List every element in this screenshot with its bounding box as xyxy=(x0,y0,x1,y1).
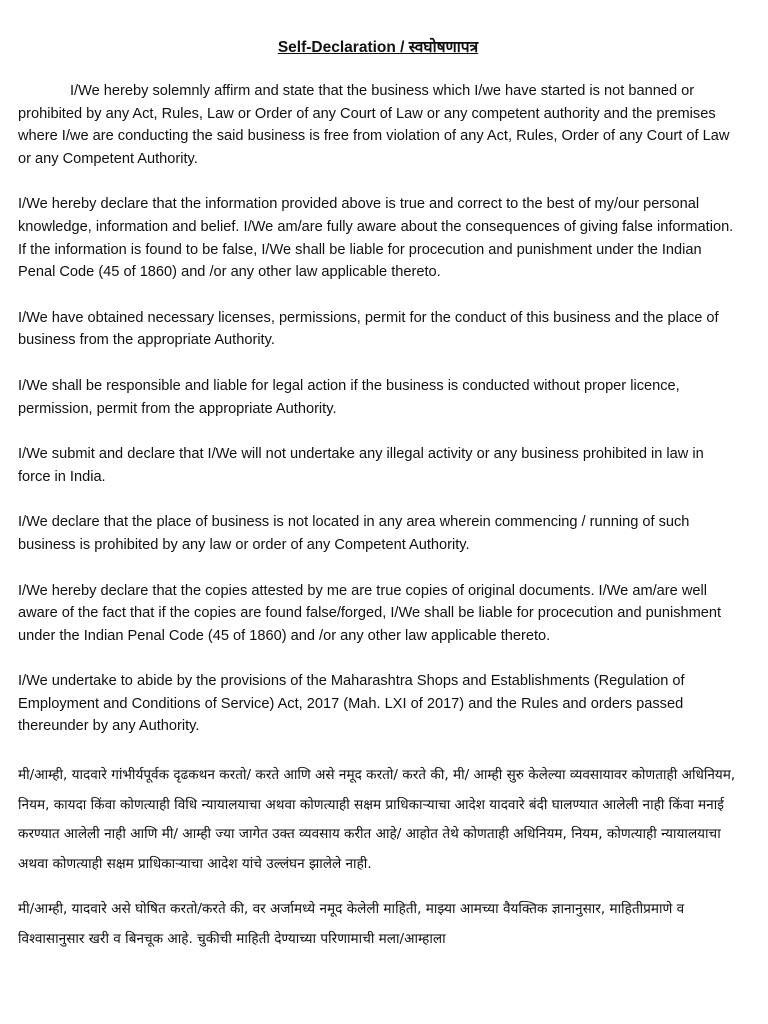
paragraph-affirmation: I/We hereby solemnly affirm and state that the business which I/we have started is not banned or prohibited by any Act, Rules, Law or Order of any Court of Law or any competent authority and the premises where I/we are conducting the said business is free from violation of any Act, Rules, Order of any Court of Law or any Competent Authority. xyxy=(18,83,730,167)
document-title: Self-Declaration / स्वघोषणापत्र xyxy=(277,39,479,56)
paragraph-location: I/We declare that the place of business is not located in any area wherein commencing / running of such business is prohibited by any law or order of any Competent Authority. xyxy=(18,514,690,553)
paragraph-liability: I/We shall be responsible and liable for legal action if the business is conducted without proper licence, permission, permit from the appropriate Authority. xyxy=(18,377,680,417)
marathi-paragraph-declaration: मी/आम्ही, यादवारे असे घोषित करतो/करते की, वर अर्जामध्ये नमूद केलेली माहिती, माझ्या आमच्या वैयक्तिक ज्ञानानुसार, माहितीप्रमाणे व विश्वासानुसार खरी व बिनचूक आहे. चुकीची माहिती देण्याच्या परिणामाची मला/आम्हाला xyxy=(18,901,685,947)
paragraph-shops-act: I/We undertake to abide by the provisions of the Maharashtra Shops and Establishments (Regulation of Employment and Conditions of Service) Act, 2017 (Mah. LXI of 2017) and the Rules and orders passed thereunder by any Authority. xyxy=(18,673,685,735)
paragraph-attested-copies: I/We hereby declare that the copies attested by me are true copies of original documents. I/We am/are well aware of the fact that if the copies are found false/forged, I/We shall be liable for procecution and punishment under the Indian Penal Code (45 of 1860) and /or any other law applicable thereto. xyxy=(18,582,722,644)
paragraph-licenses-obtained: I/We have obtained necessary licenses, permissions, permit for the conduct of this business and the place of business from the appropriate Authority. xyxy=(18,309,719,349)
paragraph-information-true: I/We hereby declare that the information provided above is true and correct to the best of my/our personal knowledge, information and belief. I/We am/are fully aware about the consequences of giving false information. If the information is found to be false, I/We shall be liable for procecution and punishment under the Indian Penal Code (45 of 1860) and /or any other law applicable thereto. xyxy=(18,196,734,281)
marathi-paragraph-affirmation: मी/आम्ही, यादवारे गांभीर्यपूर्वक दृढकथन करतो/ करते आणि असे नमूद करतो/ करते की, मी/ आम्ही सुरु केलेल्या व्यवसायावर कोणताही अधिनियम, नियम, कायदा किंवा कोणत्याही विधि न्यायालयाचा अथवा कोणत्याही सक्षम प्राधिकाऱ्याचा आदेश यादवारे बंदी घालण्यात आलेली नाही किंवा मनाई करण्यात आलेली नाही आणि मी/ आम्ही ज्या जागेत उक्त व्यवसाय करीत आहे/ आहोत तेथे कोणताही अधिनियम, नियम, कोणत्याही न्यायालयाचा अथवा कोणत्याही सक्षम प्राधिकाऱ्याचा आदेश यांचे उल्लंघन झालेले नाही. xyxy=(18,767,736,872)
paragraph-no-illegal-activity: I/We submit and declare that I/We will not undertake any illegal activity or any business prohibited in law in force in India. xyxy=(18,446,704,485)
